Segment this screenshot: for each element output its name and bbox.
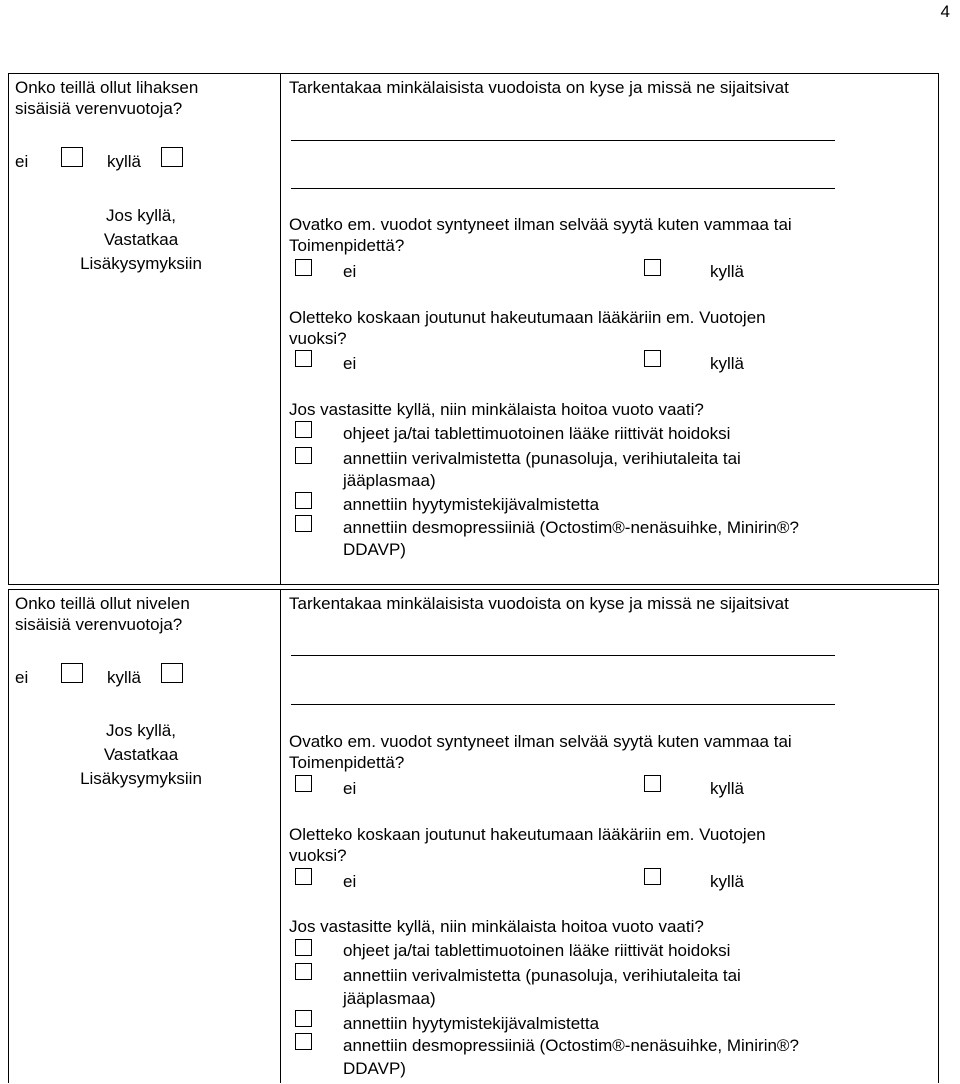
treatment-option-4-label-line-2: DDAVP) <box>343 540 406 559</box>
details-column <box>281 74 938 584</box>
specify-label: Tarkentakaa minkälaisista vuodoista on kyse ja missä ne sijaitsivat <box>289 594 789 613</box>
treatment-option-2-checkbox[interactable] <box>295 447 312 464</box>
q1-text-line-2: Toimenpidettä? <box>289 753 405 772</box>
treatment-option-3-label: annettiin hyytymistekijävalmistetta <box>343 1014 600 1033</box>
q2-yes-label: kyllä <box>710 354 745 373</box>
treatment-option-2-checkbox[interactable] <box>295 963 312 980</box>
followup-line-1: Jos kyllä, <box>106 206 176 225</box>
question-text-line-2: sisäisiä verenvuotoja? <box>15 99 183 118</box>
q3-text: Jos vastasitte kyllä, niin minkälaista hoitoa vuoto vaati? <box>289 400 704 419</box>
answer-yes-label: kyllä <box>107 152 142 171</box>
question-column <box>9 590 281 1083</box>
q3-text: Jos vastasitte kyllä, niin minkälaista hoitoa vuoto vaati? <box>289 917 704 936</box>
followup-line-1: Jos kyllä, <box>106 721 176 740</box>
q1-no-label: ei <box>343 779 357 798</box>
treatment-option-3-checkbox[interactable] <box>295 1010 312 1027</box>
question-text-line-1: Onko teillä ollut lihaksen <box>15 78 199 97</box>
treatment-option-4-checkbox[interactable] <box>295 1033 312 1050</box>
answer-no-checkbox[interactable] <box>61 663 83 683</box>
specify-label: Tarkentakaa minkälaisista vuodoista on kyse ja missä ne sijaitsivat <box>289 78 789 97</box>
q2-no-label: ei <box>343 872 357 891</box>
write-in-line[interactable] <box>291 704 835 705</box>
q1-text-line-1: Ovatko em. vuodot syntyneet ilman selvää syytä kuten vammaa tai <box>289 732 792 751</box>
q2-no-checkbox[interactable] <box>295 350 312 367</box>
treatment-option-4-label-line-2: DDAVP) <box>343 1059 406 1078</box>
treatment-option-1-checkbox[interactable] <box>295 939 312 956</box>
q2-text-line-1: Oletteko koskaan joutunut hakeutumaan lääkäriin em. Vuotojen <box>289 825 766 844</box>
q2-no-checkbox[interactable] <box>295 868 312 885</box>
q2-yes-checkbox[interactable] <box>644 350 661 367</box>
q2-text-line-2: vuoksi? <box>289 329 347 348</box>
write-in-line[interactable] <box>291 140 835 141</box>
treatment-option-1-label: ohjeet ja/tai tablettimuotoinen lääke riittivät hoidoksi <box>343 424 731 443</box>
followup-line-3: Lisäkysymyksiin <box>80 769 202 788</box>
treatment-option-2-label-line-1: annettiin verivalmistetta (punasoluja, verihiutaleita tai <box>343 966 741 985</box>
write-in-line[interactable] <box>291 655 835 656</box>
q2-text-line-2: vuoksi? <box>289 846 347 865</box>
question-text-line-1: Onko teillä ollut nivelen <box>15 594 190 613</box>
followup-line-2: Vastatkaa <box>103 230 179 249</box>
details-column <box>281 590 938 1083</box>
section-joint-bleeding <box>8 589 939 1083</box>
treatment-option-2-label-line-1: annettiin verivalmistetta (punasoluja, verihiutaleita tai <box>343 449 741 468</box>
question-column <box>9 74 281 584</box>
page-number: 4 <box>940 2 950 21</box>
treatment-option-2-label-line-2: jääplasmaa) <box>343 471 436 490</box>
q1-yes-label: kyllä <box>710 779 745 798</box>
treatment-option-4-label-line-1: annettiin desmopressiiniä (Octostim®-nenäsuihke, Minirin®? <box>343 1036 799 1055</box>
followup-line-2: Vastatkaa <box>103 745 179 764</box>
treatment-option-2-label-line-2: jääplasmaa) <box>343 989 436 1008</box>
answer-yes-checkbox[interactable] <box>161 663 183 683</box>
treatment-option-3-label: annettiin hyytymistekijävalmistetta <box>343 495 600 514</box>
q2-text-line-1: Oletteko koskaan joutunut hakeutumaan lääkäriin em. Vuotojen <box>289 308 766 327</box>
q1-no-checkbox[interactable] <box>295 775 312 792</box>
q2-yes-label: kyllä <box>710 872 745 891</box>
q1-text-line-2: Toimenpidettä? <box>289 236 405 255</box>
write-in-line[interactable] <box>291 188 835 189</box>
q1-text-line-1: Ovatko em. vuodot syntyneet ilman selvää syytä kuten vammaa tai <box>289 215 792 234</box>
q1-no-checkbox[interactable] <box>295 259 312 276</box>
question-text-line-2: sisäisiä verenvuotoja? <box>15 615 183 634</box>
treatment-option-4-checkbox[interactable] <box>295 515 312 532</box>
answer-no-label: ei <box>15 152 29 171</box>
treatment-option-1-label: ohjeet ja/tai tablettimuotoinen lääke riittivät hoidoksi <box>343 941 731 960</box>
section-muscle-bleeding <box>8 73 939 585</box>
answer-no-checkbox[interactable] <box>61 147 83 167</box>
treatment-option-1-checkbox[interactable] <box>295 421 312 438</box>
q2-yes-checkbox[interactable] <box>644 868 661 885</box>
answer-no-label: ei <box>15 668 29 687</box>
treatment-option-4-label-line-1: annettiin desmopressiiniä (Octostim®-nenäsuihke, Minirin®? <box>343 518 799 537</box>
q1-yes-checkbox[interactable] <box>644 259 661 276</box>
followup-line-3: Lisäkysymyksiin <box>80 254 202 273</box>
answer-yes-checkbox[interactable] <box>161 147 183 167</box>
q2-no-label: ei <box>343 354 357 373</box>
q1-yes-label: kyllä <box>710 262 745 281</box>
q1-no-label: ei <box>343 262 357 281</box>
treatment-option-3-checkbox[interactable] <box>295 492 312 509</box>
q1-yes-checkbox[interactable] <box>644 775 661 792</box>
answer-yes-label: kyllä <box>107 668 142 687</box>
